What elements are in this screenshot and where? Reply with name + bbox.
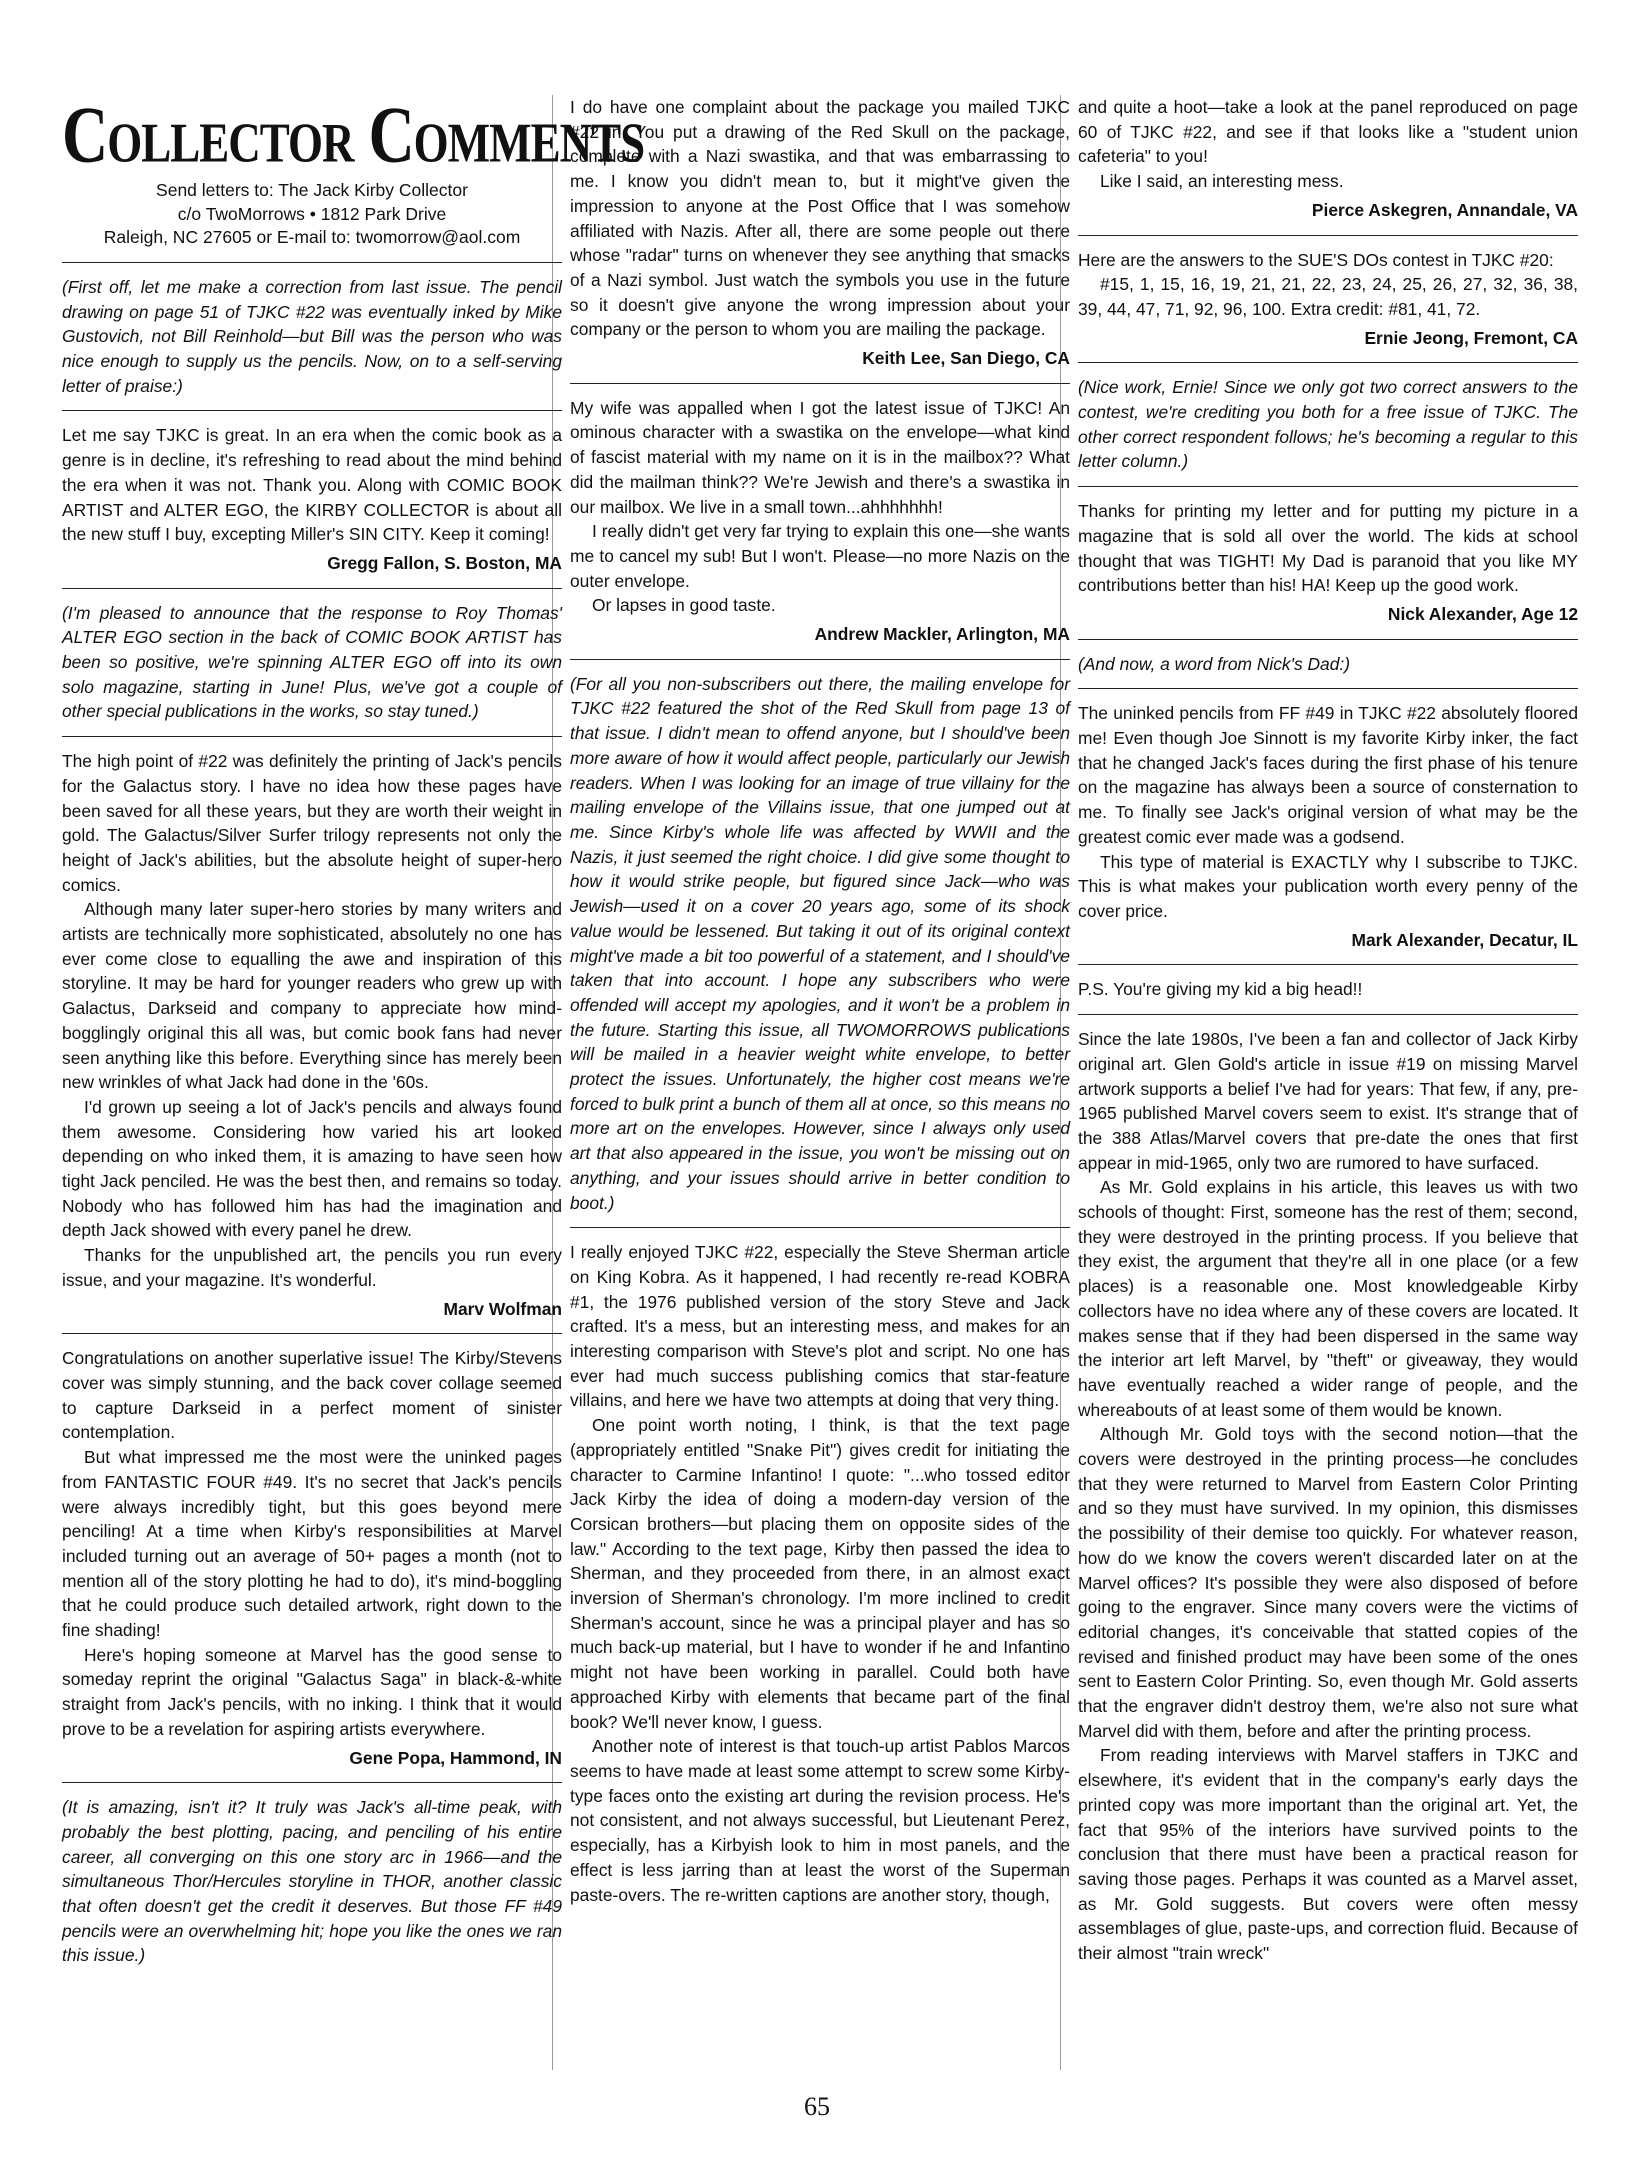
letter-paragraph: Thanks for the unpublished art, the pencils you run every issue, and your magazine. It's wonderful. [62, 1245, 562, 1290]
column-1-body [62, 275, 562, 1968]
signature: Ernie Jeong, Fremont, CA [1364, 327, 1578, 348]
signature: Nick Alexander, Age 12 [1387, 603, 1578, 624]
letter-paragraph: Thanks for printing my letter and for putting my picture in a magazine that is sold all over the world. The kids at school thought that was TIGHT! My Dad is paranoid that you like MY contributions better than his! HA! Keep up the good work. [1078, 501, 1578, 596]
signature: Marv Wolfman [443, 1298, 562, 1319]
letter-paragraph: I really didn't get very far trying to explain this one—she wants me to cancel my sub! But I won't. Please—no more Nazis on the outer envelope. [570, 521, 1070, 591]
signature: Pierce Askegren, Annandale, VA [1311, 199, 1578, 220]
letter-paragraph: Another note of interest is that touch-up artist Pablos Marcos seems to have made at least some attempt to screw some Kirby-type faces onto the existing art during the revision process. He's not consistent, and not always successful, but Lieutenant Perez, especially, has a Kirbyish look to him in most panels, and the effect is less jarring than at least the worst of the Superman paste-overs. The re-written captions are another story, though, [570, 1736, 1070, 1905]
editor-note: (And now, a word from Nick's Dad:) [1078, 653, 1350, 674]
divider [62, 262, 562, 263]
letter-paragraph: Since the late 1980s, I've been a fan and collector of Jack Kirby original art. Glen Gold's article in issue #19 on missing Marvel artwork supports a belief I've had for years: That few, if any, pre-1965 published Marvel covers seem to exist. It's strange that of the 388 Atlas/Marvel covers that pre-date the ones that first appear in mid-1965, only two are rumored to have surfaced. [1078, 1029, 1578, 1173]
column-3 [1078, 95, 1578, 1966]
editor-note: (It is amazing, isn't it? It truly was Jack's all-time peak, with probably the best plotting, pacing, and penciling of his entire career, all converging on this one story arc in 1966—and the simultaneous Thor/Hercules storyline in THOR, another classic that often doesn't get the credit it deserves. But those FF #49 pencils were an overwhelming hit; hope you like the ones we ran this issue.) [62, 1797, 562, 1966]
letter-block [62, 601, 562, 725]
editor-note: (For all you non-subscribers out there, the mailing envelope for TJKC #22 featured the shot of the Red Skull from page 13 of that issue. I didn't mean to offend anyone, but I should've been more aware of how it would affect people, particularly our Jewish readers. When I was looking for an image of true villainy for the mailing envelope of the Villains issue, that one jumped out at me. Since Kirby's whole life was affected by WWII and the Nazis, it just seemed the right choice. I did give some thought to how it would strike people, but figured since Jack—who was Jewish—used it on a cover 20 years ago, some of its shock value would be lessened. But taking it out of its original context might've made a bit too powerful of a statement, and I should've taken that into account. I hope any subscribers who were offended will accept my apologies, and it won't be a problem in the future. Starting this issue, all TWOMORROWS publications will be mailed in a heavier weight white envelope, to better protect the issues. Unfortunately, the higher cost means we're forced to bulk print a bunch of them all at once, so this means no more art on the envelopes. However, since I always only used art that also appeared in the issue, you won't be missing out on anything, and your issues should arrive in better condition to boot.) [570, 673, 1070, 1213]
divider [570, 1227, 1070, 1228]
divider [62, 410, 562, 411]
letter-paragraph: I'd grown up seeing a lot of Jack's pencils and always found them awesome. Considering how varied his art looked depending on who inked them, it is amazing to have seen how tight Jack penciled. He was the best then, and remains so today. Nobody who has followed him has had the imagination and depth Jack showed with every panel he drew. [62, 1096, 562, 1241]
letter-paragraph: The uninked pencils from FF #49 in TJKC #22 absolutely floored me! Even though Joe Sinnott is my favorite Kirby inker, the fact that he changed Jack's faces during the first phase of his tenure on the magazine has always been a source of consternation to me. To finally see Jack's original version of what may be the greatest comic ever made was a godsend. [1078, 703, 1578, 847]
letter-block [1078, 652, 1578, 677]
letter-block [62, 1346, 562, 1770]
address-line-1: Send letters to: The Jack Kirby Collector [156, 180, 468, 200]
letter-block [62, 749, 562, 1321]
address-line-2: c/o TwoMorrows • 1812 Park Drive [177, 203, 447, 224]
letter-block [62, 1795, 562, 1968]
letter-paragraph: This type of material is EXACTLY why I subscribe to TJKC. This is what makes your publication worth every penny of the cover price. [1078, 851, 1578, 921]
divider [1078, 1014, 1578, 1015]
letter-block [570, 672, 1070, 1215]
signature: Mark Alexander, Decatur, IL [1351, 929, 1578, 950]
letter-paragraph: P.S. You're giving my kid a big head!! [1078, 979, 1363, 1000]
signature: Andrew Mackler, Arlington, MA [814, 624, 1070, 645]
letter-paragraph: The high point of #22 was definitely the printing of Jack's pencils for the Galactus story. I have no idea how these pages have been saved for all these years, but they are worth their weight in gold. The Galactus/Silver Surfer trilogy represents not only the height of Jack's abilities, but the absolute height of super-hero comics. [62, 751, 562, 895]
divider [62, 736, 562, 737]
editor-note: (I'm pleased to announce that the response to Roy Thomas' ALTER EGO section in the back of COMIC BOOK ARTIST has been so positive, we're spinning ALTER EGO off into its own solo magazine, starting in June! Plus, we've got a couple of other special publications in the works, so stay tuned.) [62, 602, 562, 722]
divider [1078, 486, 1578, 487]
masthead [62, 90, 645, 250]
column-2-body [570, 95, 1070, 1907]
column-2 [570, 95, 1070, 1907]
letter-paragraph: Although Mr. Gold toys with the second notion—that the covers were destroyed in the printing process—he concludes that they were returned to Marvel from Eastern Color Printing and so they must have survived. In my opinion, this dismisses the possibility of their demise too quickly. For whatever reason, how do we know the covers weren't discarded later on at the Marvel offices? It's possible they were also disposed of before going to the engraver. Since many covers were the victims of editorial changes, it's conceivable that statted copies of the revised and finished product may have been some of the ones sent to Eastern Color Printing. So, even though Mr. Gold asserts that the engraver didn't destroy them, we're also not sure what Marvel did with them, before and after the printing process. [1078, 1424, 1578, 1741]
letter-paragraph: One point worth noting, I think, is that the text page (appropriately entitled "Snake Pit") gives credit for initiating the character to Carmine Infantino! I quote: "...who tossed editor Jack Kirby the idea of doing a modern-day version of the Corsican brothers—but placing them on opposite sides of the law." According to the text page, Kirby then passed the idea to Sherman, and they proceeded from there, in an almost exact inversion of Sherman's chronology. I'm more inclined to credit Sherman's account, since he was a principal player and has so much back-up material, but I have to wonder if he and Infantino might not have been working in parallel. Could both have approached Kirby with elements that became part of the final book? We'll never know, I guess. [570, 1415, 1070, 1732]
letter-paragraph: and quite a hoot—take a look at the panel reproduced on page 60 of TJKC #22, and see if that looks like a "student union cafeteria" to you! [1078, 97, 1578, 167]
divider [1078, 688, 1578, 689]
address-line-3: Raleigh, NC 27605 or E-mail to: twomorrow@aol.com [103, 227, 521, 248]
letter-block [1078, 499, 1578, 627]
letter-paragraph: Or lapses in good taste. [592, 595, 776, 616]
divider [1078, 639, 1578, 640]
letter-paragraph: Let me say TJKC is great. In an era when the comic book as a genre is in decline, it's refreshing to read about the mind behind the era when it was not. Thank you. Along with COMIC BOOK ARTIST and ALTER EGO, the KIRBY COLLECTOR is about all the new stuff I buy, excepting Miller's SIN CITY. Keep it coming! [62, 425, 562, 545]
page-number: 65 [804, 2092, 830, 2121]
letter-block [570, 396, 1070, 647]
letter-paragraph: But what impressed me the most were the uninked pages from FANTASTIC FOUR #49. It's no secret that Jack's pencils were always incredibly tight, but this goes beyond mere penciling! At a time when Kirby's responsibilities at Marvel included turning out an average of 50+ pages a month (not to mention all of the story plotting he had to do), it's mind-boggling that he could produce such detailed artwork, right down to the fine shading! [62, 1447, 562, 1641]
letter-block [62, 275, 562, 399]
letter-block [570, 1240, 1070, 1907]
column-3-body [1078, 95, 1578, 1966]
letter-paragraph: My wife was appalled when I got the latest issue of TJKC! An ominous character with a swastika on the envelope—what kind of fascist material with my name on it is in the mailbox?? What did the mailman think?? We're Jewish and there's a swastika in our mailbox. We live in a small town...ahhhhhhh! [570, 397, 1070, 517]
letter-block [1078, 701, 1578, 952]
letter-block [1078, 375, 1578, 474]
letter-block [1078, 248, 1578, 351]
page-title: Collector Comments [62, 90, 645, 179]
letter-paragraph: I really enjoyed TJKC #22, especially the Steve Sherman article on King Kobra. As it happened, I had recently re-read KOBRA #1, the 1976 published version of the story Steve and Jack crafted. It's a mess, but an interesting mess, and makes for an interesting comparison with Steve's plot and script. No one has ever had much success publishing comics that star-feature villains, and here we have two attempts at doing that very thing. [570, 1242, 1070, 1411]
divider [1078, 235, 1578, 236]
divider [62, 588, 562, 589]
letter-paragraph: Like I said, an interesting mess. [1100, 171, 1344, 192]
letter-paragraph: Here are the answers to the SUE'S DOs contest in TJKC #20: [1078, 249, 1554, 270]
letter-paragraph: From reading interviews with Marvel staffers in TJKC and elsewhere, it's evident that in the company's early days the printed copy was more important than the original art. Yet, the fact that 95% of the interiors have survived points to the conclusion that there must have been a practical reason for saving those pages. Perhaps it was counted as a Marvel asset, as Mr. Gold suggests. But covers were often messy assemblages of glue, paste-ups, and correction fluid. Because of their almost "train wreck" [1078, 1745, 1578, 1964]
column-1 [62, 90, 645, 1968]
editor-note: (First off, let me make a correction from last issue. The pencil drawing on page 51 of TJKC #22 was eventually inked by Mike Gustovich, not Bill Reinhold—but Bill was the person who was nice enough to supply us the pencils. Now, on to a self-serving letter of praise:) [62, 276, 562, 396]
letter-block [570, 95, 1070, 371]
divider [62, 1782, 562, 1783]
divider [570, 659, 1070, 660]
signature: Gene Popa, Hammond, IN [349, 1747, 562, 1768]
signature: Gregg Fallon, S. Boston, MA [327, 552, 562, 573]
letter-block [1078, 977, 1578, 1002]
editor-note: (Nice work, Ernie! Since we only got two correct answers to the contest, we're crediting you both for a free issue of TJKC. The other correct respondent follows; he's becoming a regular to this letter column.) [1078, 377, 1578, 472]
letter-block [1078, 95, 1578, 223]
letter-block [1078, 1027, 1578, 1966]
letter-paragraph: #15, 1, 15, 16, 19, 21, 21, 22, 23, 24, 25, 26, 27, 32, 36, 38, 39, 44, 47, 71, 92, 96, 100. Extra credit: #81, 41, 72. [1078, 274, 1578, 319]
letter-paragraph: Although many later super-hero stories by many writers and artists are technically more sophisticated, absolutely no one has ever come close to equalling the awe and inspiration of this storyline. It may be hard for younger readers who grew up with Galactus, Darkseid and company to appreciate how mind-bogglingly original this all was, but comic book fans had never seen anything like this before. Everything since has merely been new wrinkles of what Jack had done in the '60s. [62, 899, 562, 1093]
divider [1078, 964, 1578, 965]
letter-block [62, 423, 562, 575]
divider [570, 383, 1070, 384]
divider [1078, 362, 1578, 363]
letter-paragraph: Here's hoping someone at Marvel has the good sense to someday reprint the original "Galactus Saga" in black-&-white straight from Jack's pencils, with no inking. I think that it would prove to be a revelation for aspiring artists everywhere. [62, 1644, 562, 1739]
signature: Keith Lee, San Diego, CA [862, 348, 1070, 369]
letter-paragraph: As Mr. Gold explains in his article, this leaves us with two schools of thought: First, someone has the rest of them; second, they were destroyed in the printing process. If you believe that they exist, the argument that they're all in one place (or a few places) is a reasonable one. Most knowledgeable Kirby collectors have no idea where any of these covers are located. It makes sense that if they had been dispersed in the same way the interior art left Marvel, by "theft" or giveaway, they would have eventually reached a wider range of people, and the whereabouts of at least some of them would be known. [1078, 1177, 1578, 1420]
letter-paragraph: I do have one complaint about the package you mailed TJKC #22 in. You put a drawing of the Red Skull on the package, complete with a Nazi swastika, and that was embarrassing to me. I know you didn't mean to, but it might've given the impression to anyone at the Post Office that I was somehow affiliated with Nazis. After all, there are some people out there whose "radar" turns on whenever they see anything that smacks of a Nazi symbol. Just watch the symbols you use in the future so it doesn't give anyone the wrong impression about your company or the person to whom you are mailing the package. [570, 97, 1070, 340]
divider [62, 1333, 562, 1334]
letter-paragraph: Congratulations on another superlative issue! The Kirby/Stevens cover was simply stunning, and the back cover collage seemed to capture Darkseid in a perfect moment of sinister contemplation. [62, 1348, 562, 1443]
